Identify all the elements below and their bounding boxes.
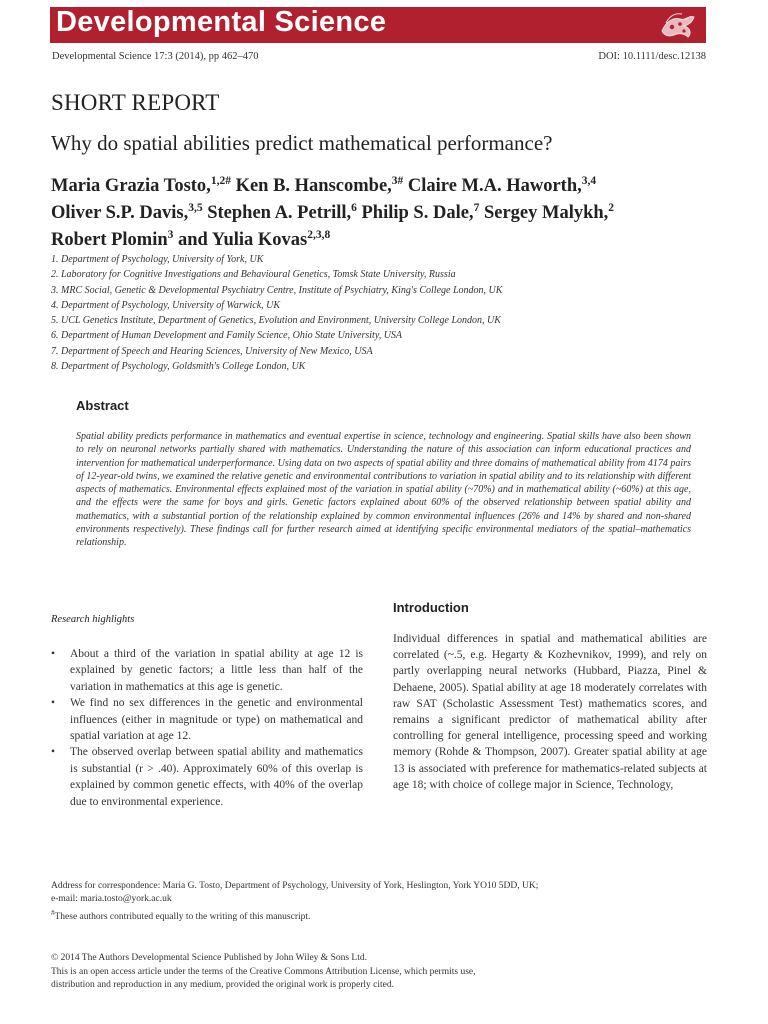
- journal-banner: [50, 7, 706, 43]
- author: Stephen A. Petrill,$^6$: [207, 202, 357, 224]
- license-notice: [51, 952, 711, 993]
- research-highlights-heading: Research highlights: [51, 614, 135, 625]
- paper-title: Why do spatial abilities predict mathematical performance?: [51, 131, 553, 155]
- introduction-text: Individual differences in spatial and mathematical abilities are correlated (~.5, e.g. Hegarty & Kozhevnikov, 1999), and rely on partly overlapping neural networks (Hubbard, Piazza, Pinel & Dehaene, 2005). Spatial ability at age 18 moderately correlates with raw SAT (Scholastic Assessment Test) mathematics scores, and remains a significant predictor of mathematical ability after controlling for general intelligence, processing speed and working memory (Rohde & Thompson, 2007). Greater spatial ability at age 13 is associated with preference for mathematics-related subjects at age 18; with choice of college major in Science, Technology,: [393, 633, 707, 791]
- author: Philip S. Dale,$^7$: [361, 202, 480, 224]
- bullet-icon: •: [51, 746, 56, 759]
- bullet-icon: •: [51, 697, 56, 710]
- correspondence-email: e-mail: maria.tosto@york.ac.uk: [51, 894, 172, 905]
- introduction-heading: Introduction: [393, 600, 469, 615]
- author: Robert Plomin$^3$: [51, 229, 174, 251]
- correspondence-address: Address for correspondence: Maria G. Tosto, Department of Psychology, University of York, Heslington, York YO10 5DD, UK;: [51, 881, 539, 891]
- author: Sergey Malykh,$^2$: [483, 202, 615, 224]
- affiliation: 7. Department of Speech and Hearing Sciences, University of New Mexico, USA: [51, 345, 373, 357]
- research-highlights-list: [51, 646, 363, 810]
- doi: DOI: 10.1111/desc.12138: [598, 51, 706, 62]
- highlight-item: • The observed overlap between spatial ability and mathematics is substantial (r > .40). Approximately 60% of this overlap is explained by common genetic effects, with 40% of the overlap due to environmental experience.: [51, 746, 363, 808]
- bullet-icon: •: [51, 648, 56, 660]
- journal-citation: Developmental Science 17:3 (2014), pp 462–470: [52, 51, 259, 62]
- copyright-line: © 2014 The Authors Developmental Science Published by John Wiley & Sons Ltd.: [51, 953, 367, 963]
- highlight-item: • We find no sex differences in the genetic and environmental influences (either in magnitude or type) on mathematical and spatial variation at age 12.: [51, 697, 363, 743]
- abstract-text: Spatial ability predicts performance in mathematics and eventual expertise in science, technology and engineering. Spatial skills have also been shown to rely on neuronal networks partially shared with mathematics. Understanding the nature of this association can inform educational practices and intervention for mathematical underperformance. Using data on two aspects of spatial ability and three domains of mathematical ability from 4174 pairs of 12-year-old twins, we examined the relative genetic and environmental contributions to variation in spatial ability and to its relationship with different aspects of mathematics. Environmental effects explained most of the variation in spatial ability (~70%) and in mathematical ability (~60%) at this age, and the effects were the same for boys and girls. Genetic factors explained about 60% of the observed relationship between spatial ability and mathematics, with a substantial portion of the relationship explained by common environmental influences (26% and 14% by shared and non-shared environments respectively). These findings call for further research aimed at identifying specific environmental mediators of the spatial–mathematics relationship.: [76, 431, 691, 549]
- journal-logo-icon: [658, 9, 698, 41]
- author: Claire M.A. Haworth,$^{3,4}$: [407, 175, 597, 197]
- author: Maria Grazia Tosto,$^{1,2\#}$: [51, 175, 231, 197]
- affiliation: 3. MRC Social, Genetic & Developmental Psychiatry Centre, Institute of Psychiatry, King's College London, UK: [51, 284, 503, 296]
- author-list: [51, 170, 721, 251]
- affiliation: 2. Laboratory for Cognitive Investigations and Behavioural Genetics, Tomsk State University, Russia: [51, 269, 456, 281]
- author: and Yulia Kovas$^{2,3,8}$: [178, 229, 331, 251]
- author: Oliver S.P. Davis,$^{3,5}$: [51, 202, 203, 224]
- affiliation: 1. Department of Psychology, University of York, UK: [51, 254, 264, 265]
- affiliation: 6. Department of Human Development and Family Science, Ohio State University, USA: [51, 330, 403, 342]
- highlight-item: • About a third of the variation in spatial ability at age 12 is explained by genetic factors; a little less than half of the variation in mathematics at this age is genetic.: [51, 648, 363, 693]
- affiliation: 4. Department of Psychology, University of Warwick, UK: [51, 299, 281, 311]
- abstract-heading: Abstract: [76, 398, 129, 413]
- license-line: This is an open access article under the terms of the Creative Commons Attribution License, which permits use,: [51, 966, 476, 977]
- article-type: SHORT REPORT: [51, 90, 220, 115]
- affiliation: 8. Department of Psychology, Goldsmith's College London, UK: [51, 361, 306, 373]
- affiliation: 5. UCL Genetics Institute, Department of Genetics, Evolution and Environment, University College London, UK: [51, 315, 501, 327]
- footnotes: [51, 880, 711, 924]
- affiliation-list: [51, 252, 502, 374]
- author: Ken B. Hanscombe,$^{3\#}$: [235, 175, 404, 197]
- equal-contribution-note: #These authors contributed equally to the writing of this manuscript.: [51, 908, 311, 922]
- license-line: distribution and reproduction in any medium, provided the original work is properly cited.: [51, 980, 394, 990]
- journal-name: Developmental Science: [56, 6, 387, 38]
